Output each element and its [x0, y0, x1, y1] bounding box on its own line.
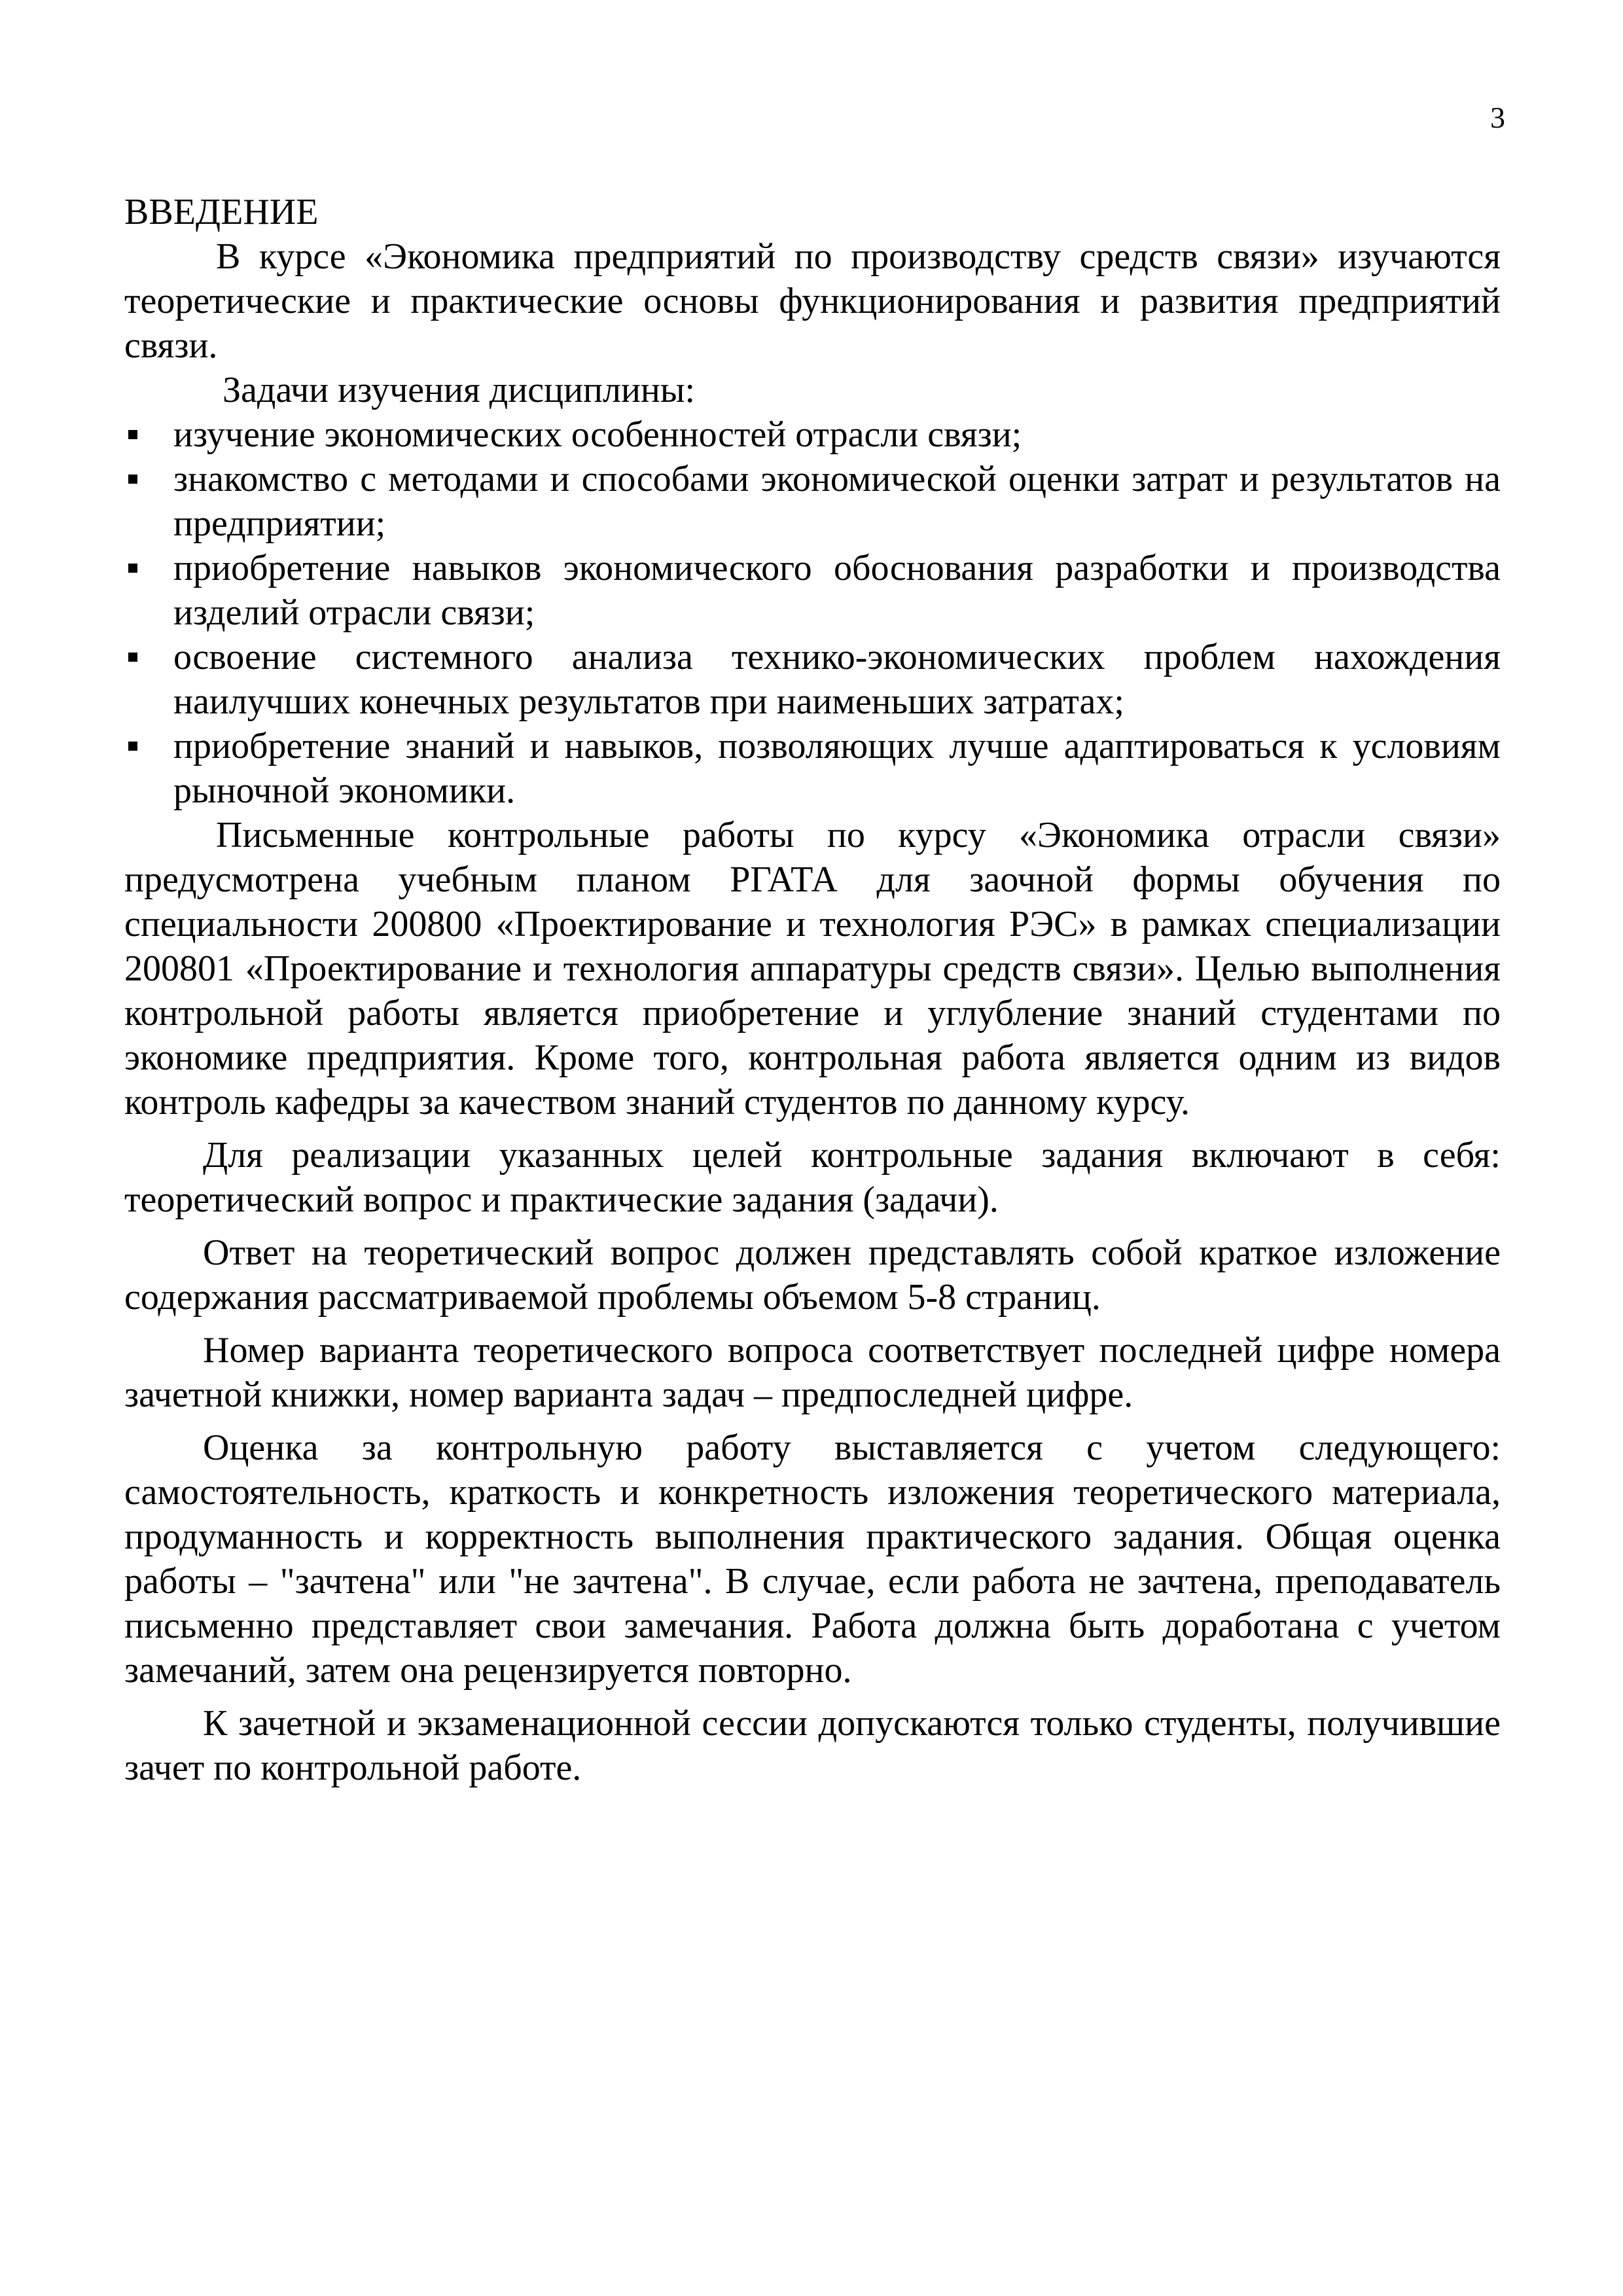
intro-paragraph: В курсе «Экономика предприятий по производству средств связи» изучаются теоретические и практические основы функционирования и развития предприятий связи. — [124, 236, 1501, 366]
list-item — [124, 546, 1501, 635]
square-bullet-icon — [128, 564, 137, 573]
paragraph-grading: Оценка за контрольную работу выставляется с учетом следующего: самостоятельность, краткость и конкретность изложения теоретического материала, продуманность и корректность выполнения практического задания. Общая оценка работы – "зачтена" или "не зачтена". В случае, если работа не зачтена, преподаватель письменно представляет свои замечания. Работа должна быть доработана с учетом замечаний, затем она рецензируется повторно. — [124, 1427, 1501, 1691]
square-bullet-icon — [128, 742, 137, 751]
list-item-text: освоение системного анализа технико-экономических проблем нахождения наилучших конечных результатов при наименьших затратах; — [173, 637, 1501, 722]
list-item-text: знакомство с методами и способами экономической оценки затрат и результатов на предприятии; — [173, 459, 1501, 544]
list-item — [124, 412, 1501, 457]
paragraph-theory-answer: Ответ на теоретический вопрос должен представлять собой краткое изложение содержания рассматриваемой проблемы объемом 5-8 страниц. — [124, 1232, 1501, 1318]
list-item-text: изучение экономических особенностей отрасли связи; — [173, 414, 1022, 455]
list-item — [124, 635, 1501, 724]
square-bullet-icon — [128, 430, 137, 439]
paragraph-admission: К зачетной и экзаменационной сессии допускаются только студенты, получившие зачет по контрольной работе. — [124, 1703, 1501, 1788]
list-item-text: приобретение знаний и навыков, позволяющих лучше адаптироваться к условиям рыночной экономики. — [173, 726, 1501, 811]
page-number: 3 — [1490, 101, 1505, 134]
list-item — [124, 724, 1501, 813]
paragraph-purpose: Письменные контрольные работы по курсу «Экономика отрасли связи» предусмотрена учебным планом РГАТА для заочной формы обучения по специальности 200800 «Проектирование и технология РЭС» в рамках специализации 200801 «Проектирование и технология аппаратуры средств связи». Целью выполнения контрольной работы является приобретение и углубление знаний студентами по экономике предприятия. Кроме того, контрольная работа является одним из видов контроль кафедры за качеством знаний студентов по данному курсу. — [124, 815, 1501, 1122]
square-bullet-icon — [128, 653, 137, 662]
paragraph-structure: Для реализации указанных целей контрольные задания включают в себя: теоретический вопрос и практические задания (задачи). — [124, 1135, 1501, 1220]
tasks-title: Задачи изучения дисциплины: — [223, 370, 696, 410]
paragraph-variant: Номер варианта теоретического вопроса соответствует последней цифре номера зачетной книжки, номер варианта задач – предпоследней цифре. — [124, 1330, 1501, 1415]
square-bullet-icon — [128, 475, 137, 484]
list-item-text: приобретение навыков экономического обоснования разработки и производства изделий отрасли связи; — [173, 548, 1501, 633]
tasks-list — [124, 412, 1501, 813]
page-content — [124, 190, 1501, 1790]
section-heading: ВВЕДЕНИЕ — [124, 192, 319, 232]
list-item — [124, 457, 1501, 546]
